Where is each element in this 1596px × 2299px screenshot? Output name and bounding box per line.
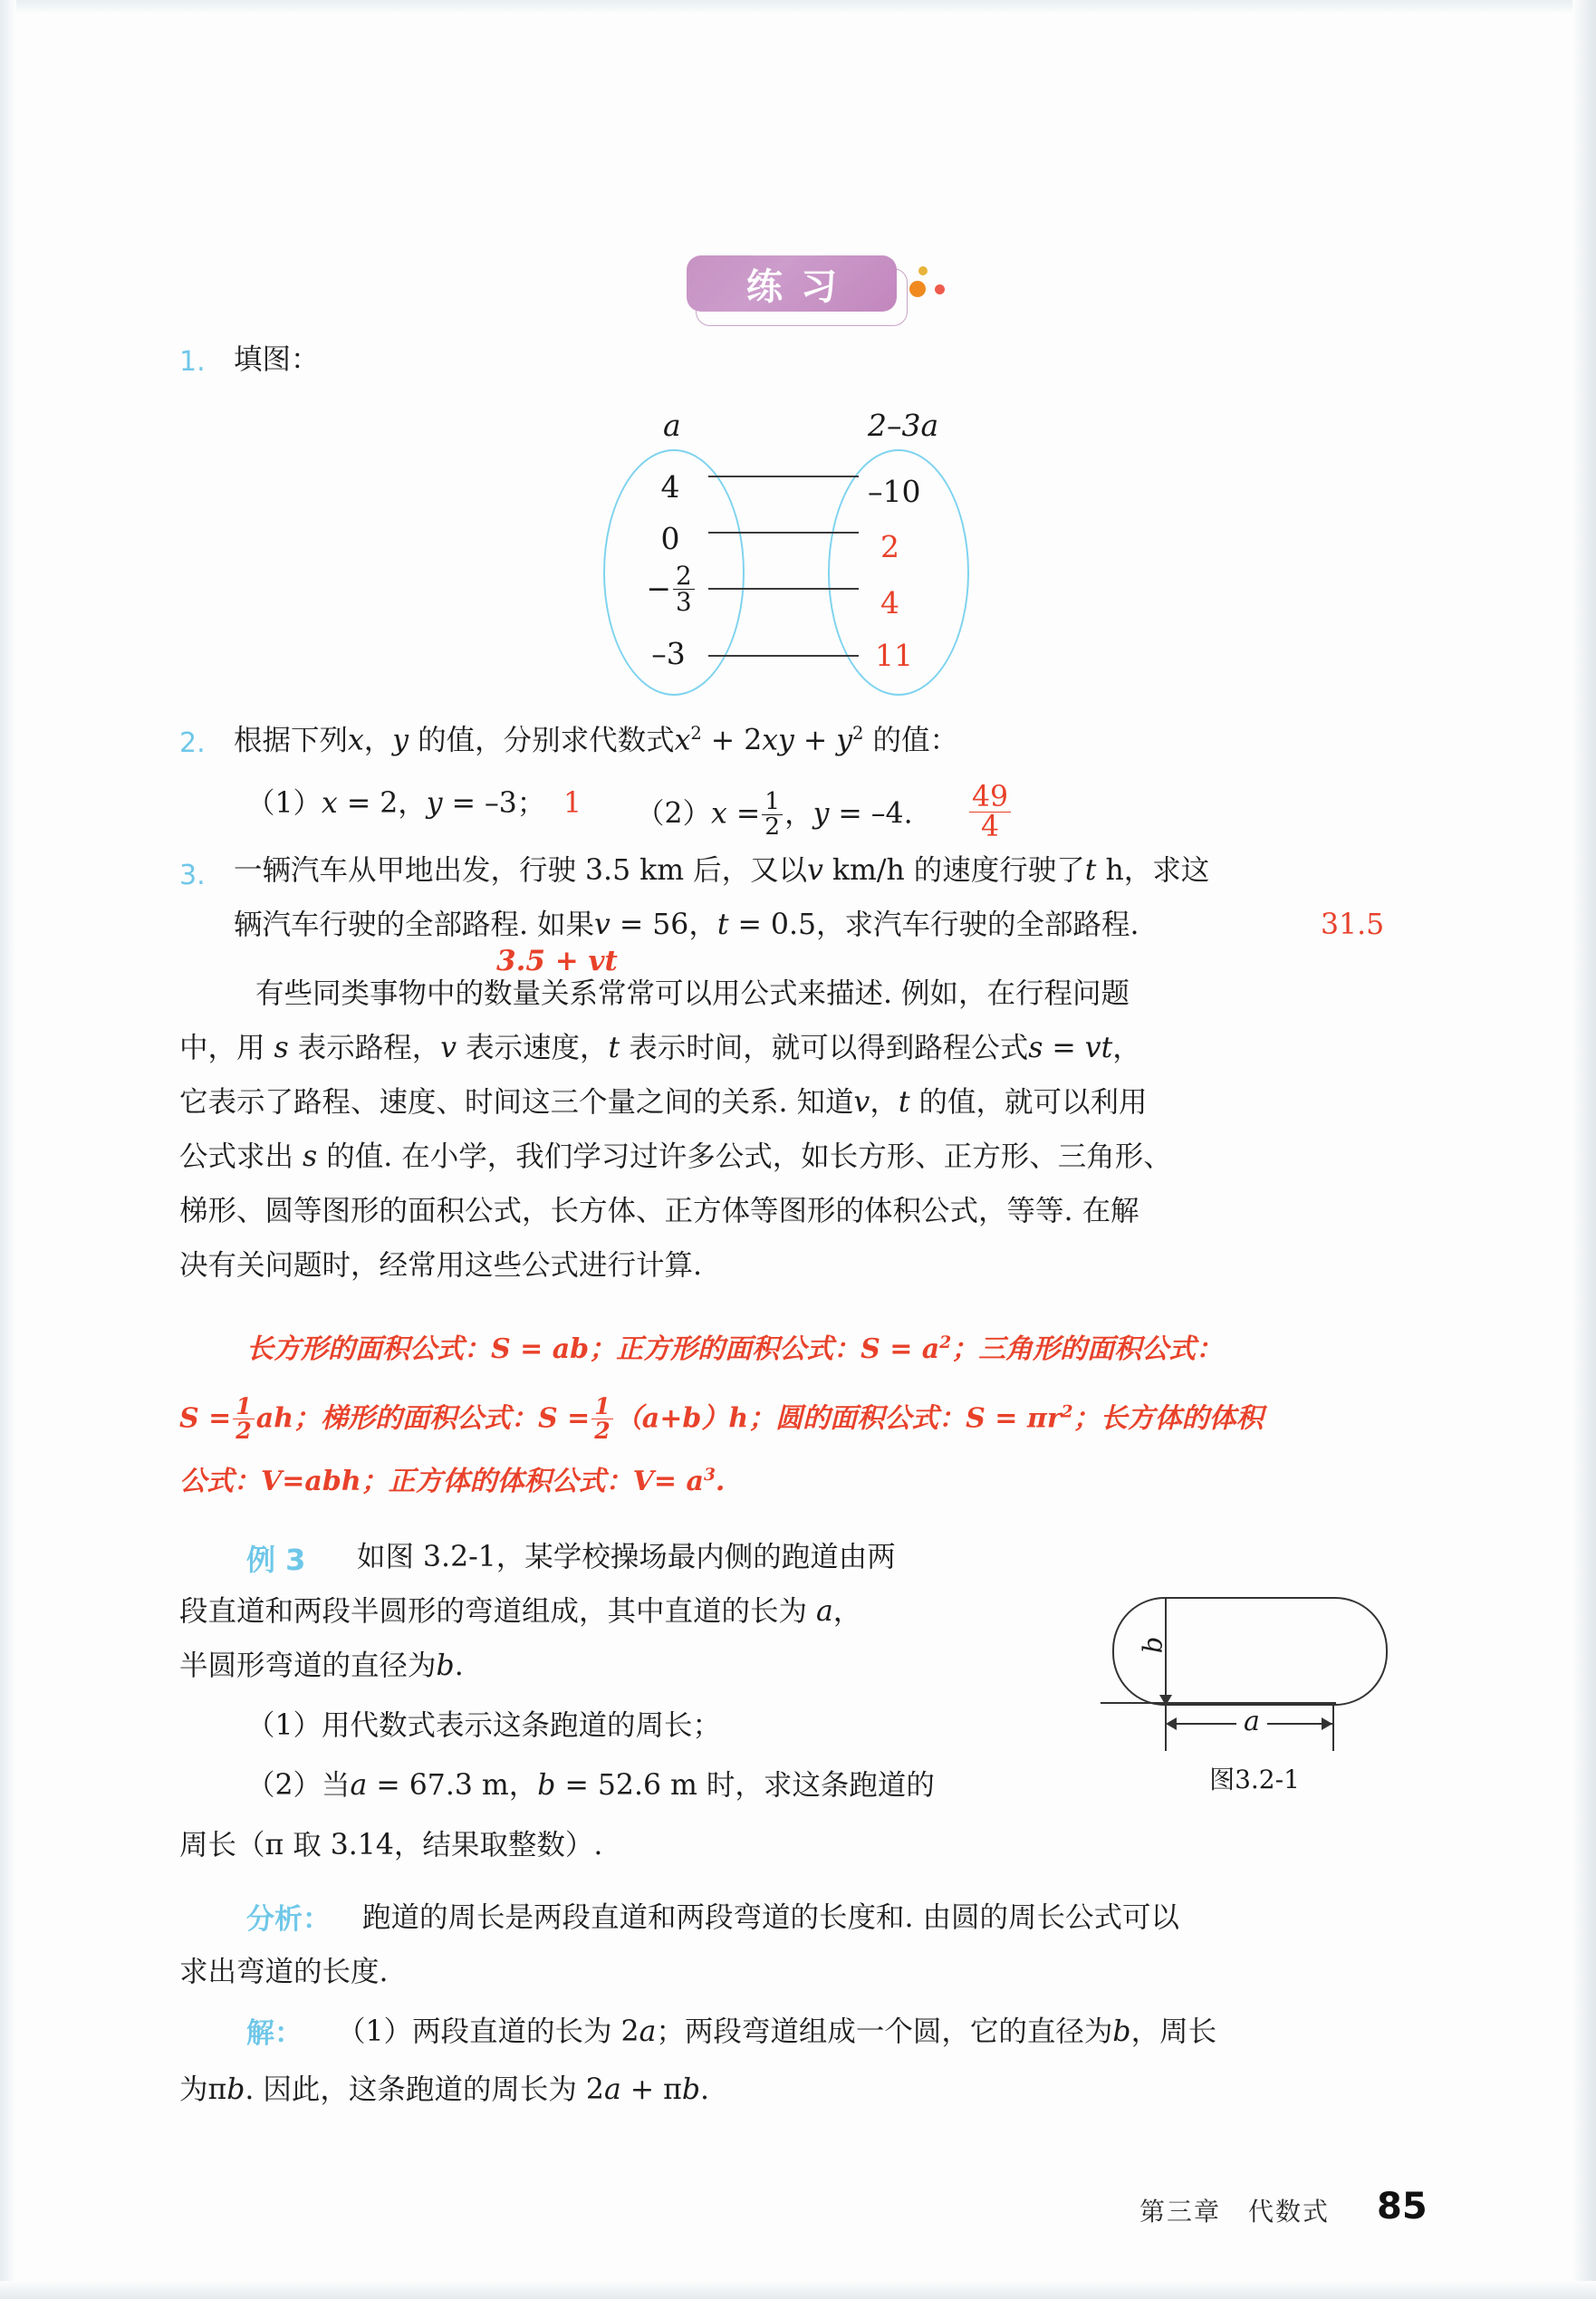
- exercise-3-answer-expression: 3.5 + vt: [496, 945, 618, 977]
- decorative-dot-icon: [909, 281, 926, 297]
- connector-line-1: [708, 476, 859, 477]
- exercise-3-line-2: 辆汽车行驶的全部路程. 如果v = 56，t = 0.5，求汽车行驶的全部路程.: [234, 909, 1139, 941]
- example-line-3: 半圆形弯道的直径为b.: [179, 1650, 464, 1682]
- red-note-line-2: S = $\frac{1}{2}$ ah；梯形的面积公式：S = $\frac{1}{2}$ （a+b）h；圆的面积公式：$S = \pi r^2$；长方体的体积: [179, 1392, 1264, 1444]
- left-value-3: [621, 563, 721, 616]
- exercise-3-answer-value: 31.5: [1321, 909, 1385, 941]
- solution-line-2: 为πb. 因此，这条跑道的周长为 2a + πb.: [179, 2073, 710, 2106]
- footer-page-number: 85: [1377, 2186, 1428, 2227]
- fraction-one-half: $\frac{1}{2}$: [762, 790, 783, 840]
- paragraph-line-3: 它表示了路程、速度、时间这三个量之间的关系. 知道v，t 的值，就可以利用: [179, 1086, 1148, 1119]
- exercise-2-sub-1: （1）x = 2，y = –3；: [246, 787, 546, 820]
- exercise-3-line-1: 一辆汽车从甲地出发，行驶 3.5 km 后，又以v km/h 的速度行驶了t h，求这: [234, 854, 1210, 887]
- example-line-5: （2）当a = 67.3 m，b = 52.6 m 时，求这条跑道的: [246, 1769, 935, 1802]
- track-baseline: [1101, 1702, 1336, 1704]
- paragraph-line-6: 决有关问题时，经常用这些公式进行计算.: [179, 1249, 703, 1282]
- red-note-line-3: 公式：V=abh；正方体的体积公式：$V= a^3$.: [179, 1466, 726, 1497]
- exercise-2-line-1: 根据下列x，y 的值，分别求代数式$x^2 + 2xy + y^2$ 的值：: [234, 723, 958, 757]
- red-note-line-1: 长方形的面积公式：S = ab；正方形的面积公式：$S = a^2$；三角形的面积公式：: [246, 1333, 1224, 1365]
- paragraph-line-5: 梯形、圆等图形的面积公式，长方体、正方体等图形的体积公式，等等. 在解: [179, 1195, 1139, 1227]
- fraction-one-half-red-2: $\frac{1}{2}$: [591, 1395, 613, 1442]
- example-line-4: （1）用代数式表示这条跑道的周长；: [246, 1709, 722, 1742]
- analysis-line-2: 求出弯道的长度.: [179, 1956, 389, 1988]
- example-line-1: 如图 3.2-1，某学校操场最内侧的跑道由两: [357, 1541, 896, 1573]
- exercise-2-number: 2.: [179, 727, 206, 759]
- exercise-2-answer-2: [967, 783, 1013, 842]
- analysis-tag: 分析：: [246, 1903, 331, 1936]
- solution-line-1: （1）两段直道的长为 2a；两段弯道组成一个圆，它的直径为b，周长: [337, 2015, 1217, 2048]
- exercise-1-prompt: 填图：: [234, 343, 320, 376]
- a-tick-right: [1332, 1702, 1334, 1751]
- solution-tag: 解：: [246, 2017, 303, 2050]
- left-value-2: 0: [660, 521, 680, 556]
- right-value-4: 11: [875, 638, 913, 673]
- example-line-2: 段直道和两段半圆形的弯道组成，其中直道的长为 a，: [179, 1595, 862, 1628]
- exercise-1-number: 1.: [179, 346, 206, 378]
- a-arrow-left-icon: [1166, 1717, 1177, 1730]
- paragraph-line-4: 公式求出 s 的值. 在小学，我们学习过许多公式，如长方形、正方形、三角形、: [179, 1140, 1172, 1173]
- fraction-forty-nine-fourths: $\frac{49}{4}$: [969, 783, 1011, 842]
- example-tag: 例 3: [246, 1543, 306, 1577]
- right-value-2: 2: [880, 529, 899, 564]
- left-set-header: a: [663, 408, 681, 443]
- fraction-two-thirds: [673, 563, 695, 616]
- connector-line-3: [708, 588, 859, 590]
- fraction-numerator: 2: [676, 561, 692, 591]
- minus-sign: −: [646, 570, 671, 606]
- figure-caption: 图3.2-1: [1209, 1765, 1300, 1794]
- left-value-1: 4: [660, 469, 680, 505]
- a-arrow-right-icon: [1322, 1717, 1332, 1730]
- left-value-4: –3: [651, 636, 686, 671]
- right-value-1: –10: [868, 474, 921, 509]
- fraction-one-half-red-1: $\frac{1}{2}$: [233, 1395, 255, 1442]
- analysis-line-1: 跑道的周长是两段直道和两段弯道的长度和. 由圆的周长公式可以: [362, 1901, 1180, 1934]
- exercise-3-number: 3.: [179, 860, 206, 891]
- a-label: a: [1236, 1706, 1267, 1737]
- track-figure: [1101, 1590, 1409, 1803]
- example-line-6: 周长（π 取 3.14，结果取整数）.: [179, 1829, 603, 1861]
- fraction-denominator: 3: [673, 589, 695, 615]
- connector-line-2: [708, 532, 859, 534]
- decorative-dot-icon: [918, 266, 928, 275]
- connector-line-4: [708, 655, 859, 657]
- b-label: b: [1137, 1636, 1168, 1654]
- decorative-dot-icon: [935, 284, 945, 294]
- right-set-header: 2–3a: [868, 408, 939, 443]
- badge-label: 练习: [687, 255, 897, 312]
- practice-badge: [687, 255, 958, 328]
- paragraph-line-2: 中，用 s 表示路程，v 表示速度，t 表示时间，就可以得到路程公式s = vt，: [179, 1032, 1141, 1064]
- right-value-3: 4: [880, 585, 899, 620]
- exercise-2-answer-1: 1: [563, 787, 582, 820]
- footer-chapter-label: 第三章 代数式: [1139, 2197, 1331, 2227]
- paragraph-line-1: 有些同类事物中的数量关系常常可以用公式来描述. 例如，在行程问题: [255, 977, 1130, 1010]
- exercise-2-sub-2: （2）x = $\frac{1}{2}$ ，y = –4.: [636, 787, 913, 841]
- mapping-diagram: [580, 408, 996, 707]
